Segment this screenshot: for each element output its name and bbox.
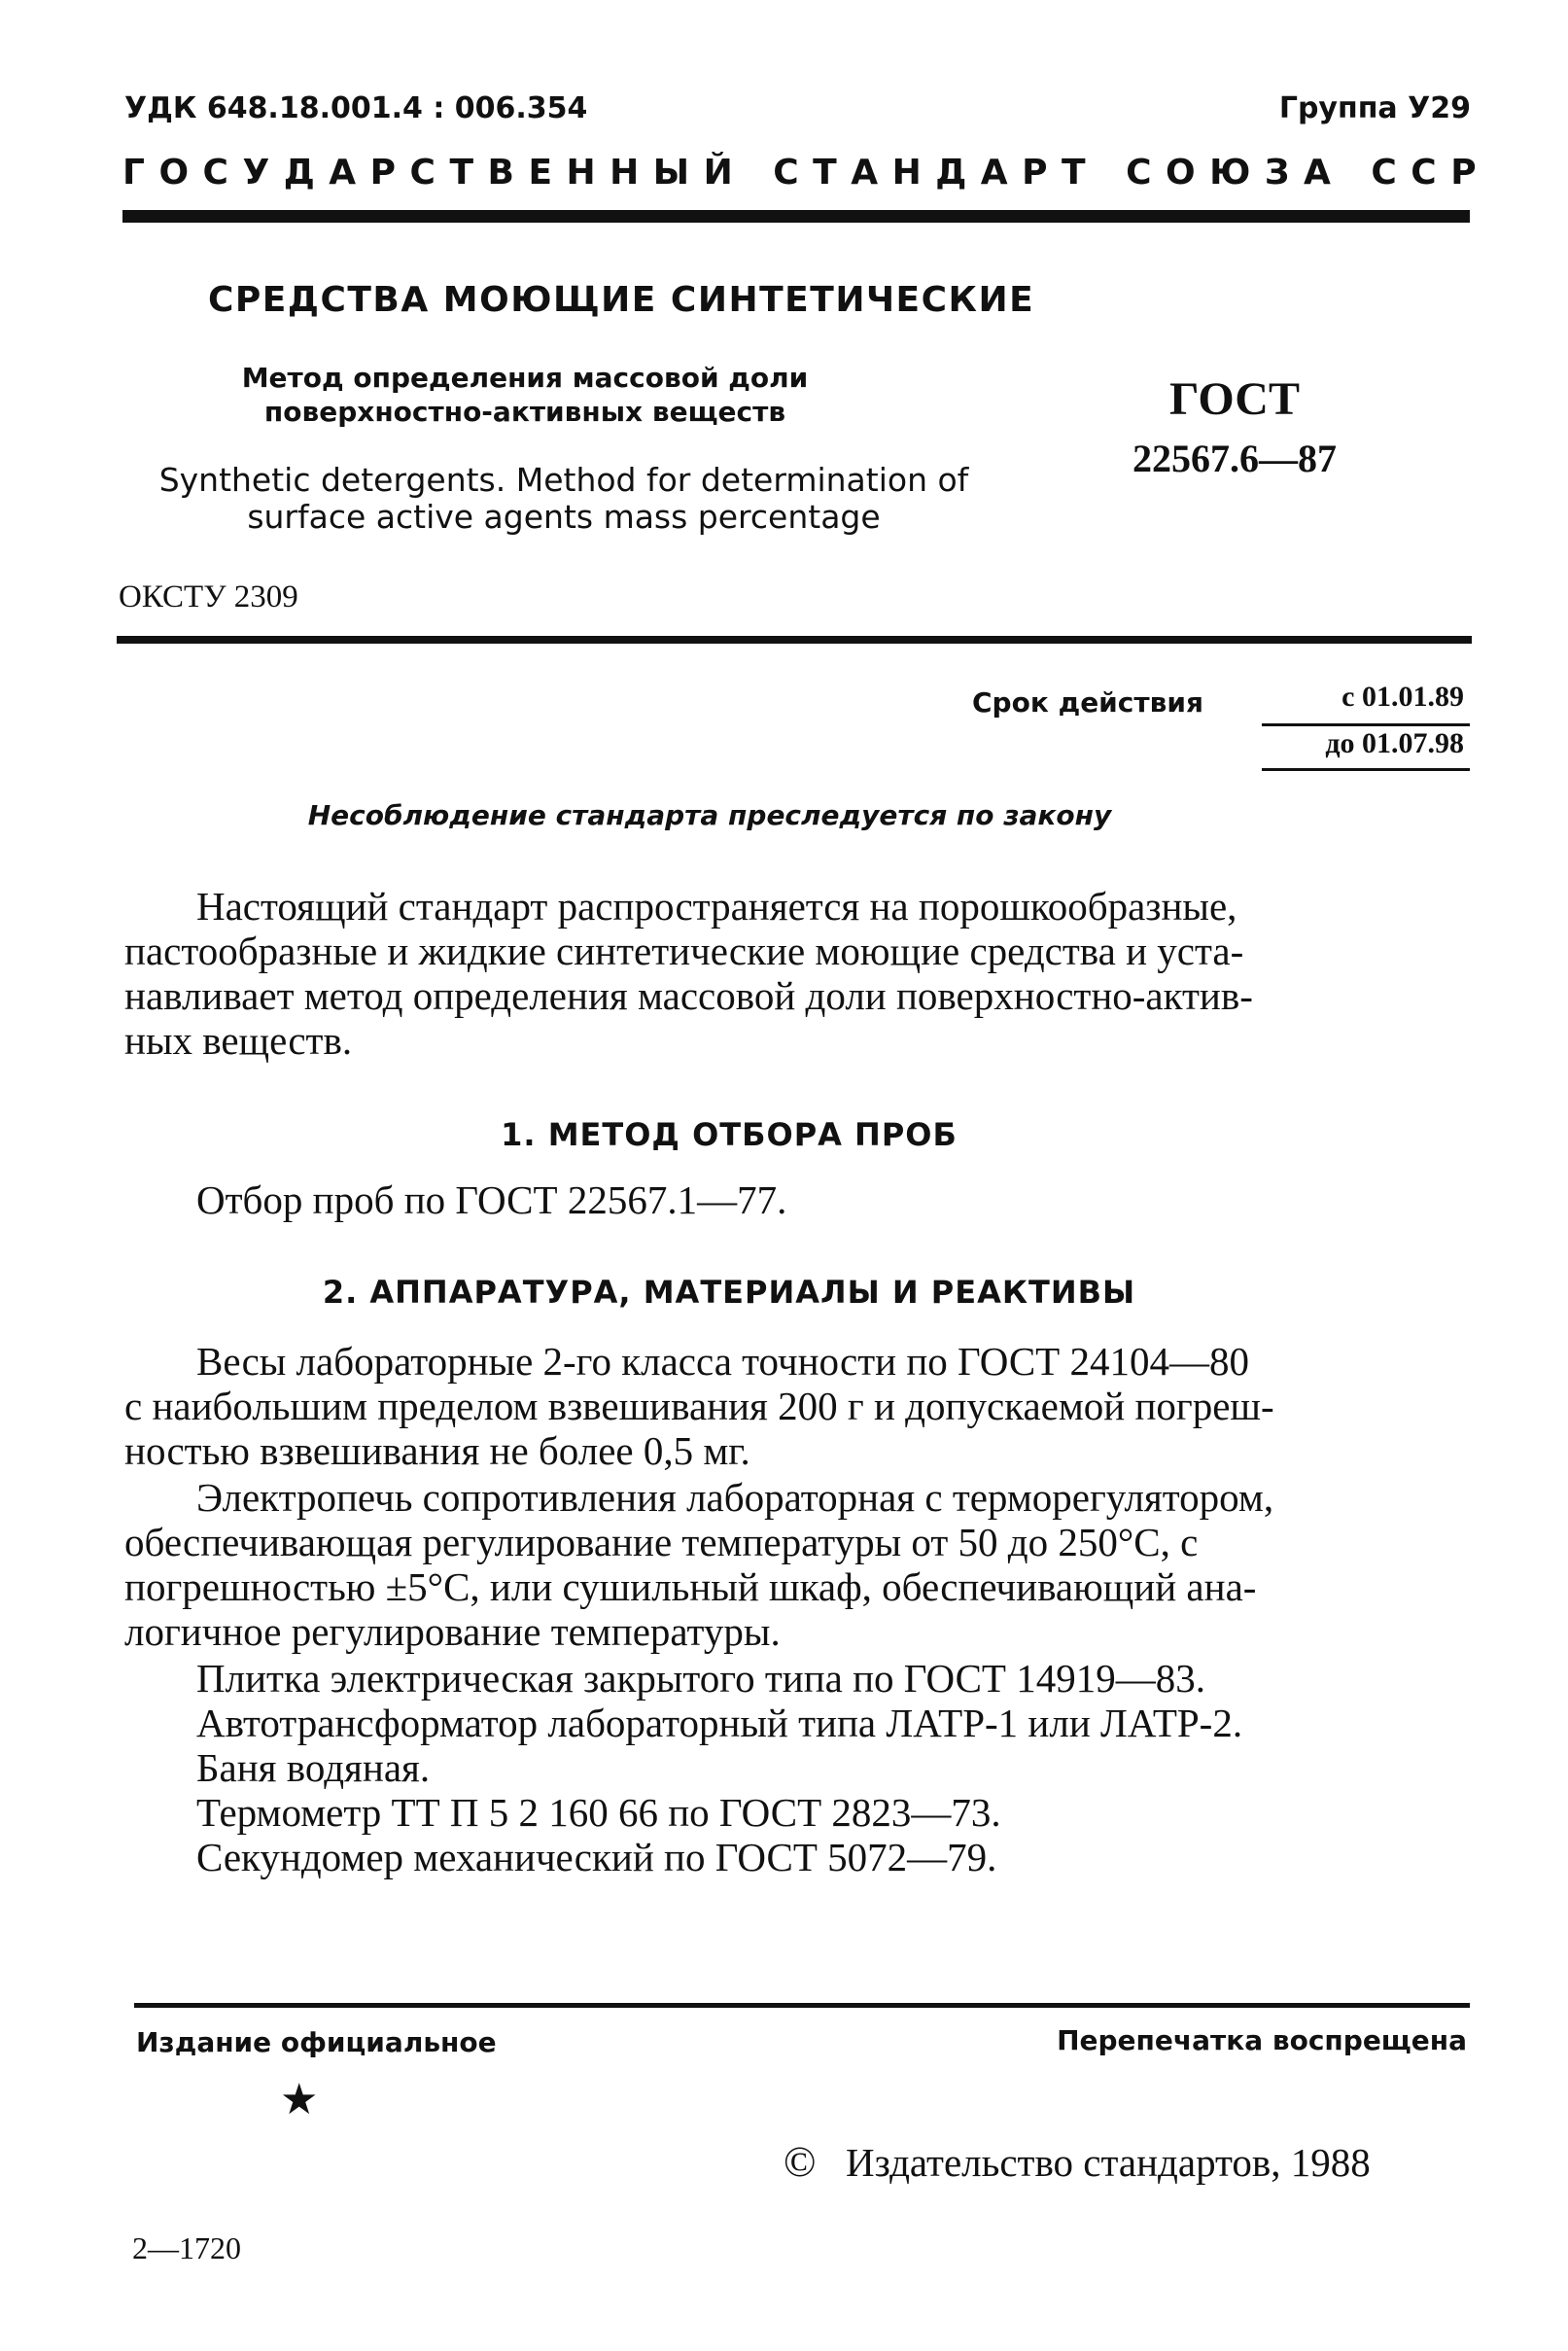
copyright-icon: © <box>784 2138 817 2186</box>
apparatus-water-bath: Баня водяная. <box>196 1745 431 1790</box>
english-title-line-1: Synthetic detergents. Method for determination of <box>158 461 969 499</box>
okstu-code: ОКСТУ 2309 <box>119 579 298 614</box>
intro-line-4: ных веществ. <box>124 1018 353 1063</box>
validity-to: до 01.07.98 <box>1325 727 1464 759</box>
star-icon: ★ <box>280 2075 319 2124</box>
section-1-heading: 1. МЕТОД ОТБОРА ПРОБ <box>501 1116 958 1153</box>
title-rule <box>117 636 1472 644</box>
apparatus-thermometer: Термометр ТТ П 5 2 160 66 по ГОСТ 2823—73. <box>196 1790 1001 1835</box>
publisher-notice: Издательство стандартов, 1988 <box>846 2140 1371 2185</box>
gost-number: 22567.6—87 <box>1132 437 1337 480</box>
apparatus-furnace-line-4: логичное регулирование температуры. <box>124 1609 781 1654</box>
validity-label: Срок действия <box>972 686 1203 719</box>
validity-from: с 01.01.89 <box>1342 681 1464 713</box>
group-code: Группа У29 <box>1278 91 1471 125</box>
apparatus-furnace-line-1: Электропечь сопротивления лабораторная с терморегулятором, <box>196 1475 1274 1520</box>
apparatus-hotplate: Плитка электрическая закрытого типа по ГОСТ 14919—83. <box>196 1656 1205 1701</box>
section-1-text: Отбор проб по ГОСТ 22567.1—77. <box>196 1177 787 1222</box>
state-standard-title: ГОСУДАРСТВЕННЫЙ СТАНДАРТ СОЮЗА ССР <box>122 153 1491 193</box>
print-code: 2—1720 <box>132 2230 241 2265</box>
apparatus-furnace-line-3: погрешностью ±5°С, или сушильный шкаф, обеспечивающий ана- <box>124 1564 1257 1609</box>
intro-line-3: навливает метод определения массовой доли поверхностно-актив- <box>124 973 1253 1018</box>
legal-warning: Несоблюдение стандарта преследуется по закону <box>307 799 1112 831</box>
gost-label: ГОСТ <box>1169 373 1300 425</box>
subtitle-line-1: Метод определения массовой доли <box>241 362 809 394</box>
footer-rule <box>134 2003 1470 2008</box>
document-title: СРЕДСТВА МОЮЩИЕ СИНТЕТИЧЕСКИЕ <box>208 280 1035 320</box>
reprint-notice: Перепечатка воспрещена <box>1057 2024 1467 2056</box>
edition-label: Издание официальное <box>136 2026 497 2058</box>
apparatus-scales-line-2: с наибольшим пределом взвешивания 200 г и допускаемой погреш- <box>124 1384 1274 1428</box>
validity-divider <box>1262 723 1470 726</box>
udk-code: УДК 648.18.001.4 : 006.354 <box>124 91 588 125</box>
apparatus-scales-line-3: ностью взвешивания не более 0,5 мг. <box>124 1428 750 1473</box>
intro-line-1: Настоящий стандарт распространяется на порошкообразные, <box>196 884 1237 929</box>
header-rule <box>122 210 1470 223</box>
section-2-heading: 2. АППАРАТУРА, МАТЕРИАЛЫ И РЕАКТИВЫ <box>322 1274 1136 1311</box>
apparatus-scales-line-1: Весы лабораторные 2-го класса точности по ГОСТ 24104—80 <box>196 1339 1249 1384</box>
english-title-line-2: surface active agents mass percentage <box>247 498 881 536</box>
subtitle-line-2: поверхностно-активных веществ <box>263 396 786 428</box>
intro-line-2: пастообразные и жидкие синтетические моющие средства и уста- <box>124 929 1244 973</box>
apparatus-furnace-line-2: обеспечивающая регулирование температуры от 50 до 250°С, с <box>124 1520 1199 1564</box>
apparatus-stopwatch: Секундомер механический по ГОСТ 5072—79. <box>196 1835 997 1879</box>
validity-underline <box>1262 768 1470 771</box>
apparatus-autotransformer: Автотрансформатор лабораторный типа ЛАТР-1 или ЛАТР-2. <box>196 1701 1243 1745</box>
